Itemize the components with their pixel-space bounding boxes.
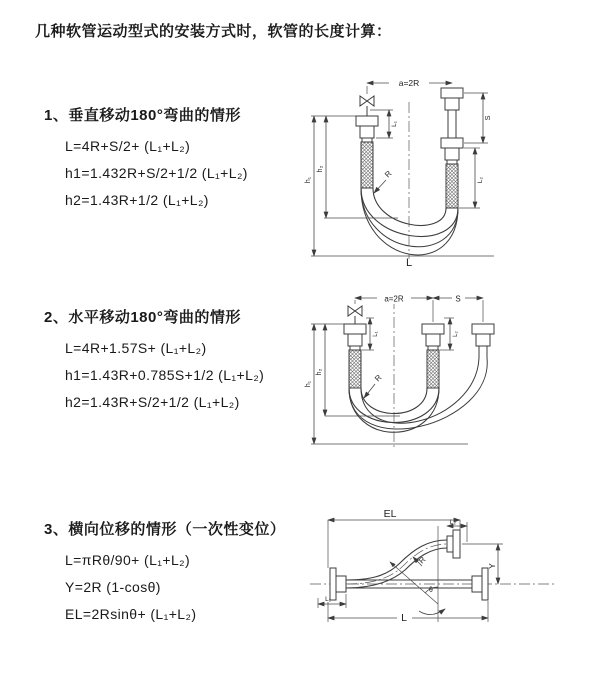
neck: [428, 346, 438, 350]
formula-line: EL=2Rsinθ+ (L₁+L₂): [65, 605, 197, 622]
collar: [426, 334, 440, 346]
formula-line: Y=2R (1-cosθ): [65, 578, 161, 595]
valve-icon: [360, 86, 374, 116]
collar: [472, 576, 482, 592]
displaced-pipe-assembly: [472, 300, 494, 358]
dim-label-el: EL: [383, 508, 397, 520]
braided-hose-section: [446, 164, 458, 208]
dim-label-l: L: [401, 612, 407, 624]
left-fitting: [330, 568, 346, 600]
collar: [336, 576, 346, 592]
dim-label-s: S: [483, 115, 492, 121]
neck: [362, 138, 372, 142]
neck: [350, 346, 360, 350]
flange: [472, 324, 494, 334]
dimensions: [305, 76, 494, 268]
collar: [445, 148, 459, 160]
diagram-vertical-180-bend: [298, 66, 596, 268]
dimensions: [318, 508, 503, 624]
section-3-formulas: [44, 546, 285, 627]
section-2-formulas: [44, 334, 264, 415]
section-2-heading: 2、水平移动180°弯曲的情形: [44, 309, 241, 326]
formula-line: h2=1.43R+1/2 (L₁+L₂): [65, 191, 209, 208]
dim-label-l2: L₂: [449, 519, 457, 526]
section-lateral-displacement: [44, 518, 285, 627]
flange: [441, 138, 463, 148]
formula-line: L=4R+S/2+ (L₁+L₂): [65, 137, 191, 154]
formula-line: h1=1.43R+0.785S+1/2 (L₁+L₂): [65, 366, 265, 383]
dim-label-y: Y: [487, 563, 497, 569]
flange: [356, 116, 378, 126]
valve-icon: [348, 300, 362, 324]
dim-label-h1: h₁: [305, 380, 312, 388]
formula-line: L=4R+1.57S+ (L₁+L₂): [65, 339, 207, 356]
dim-label-l1: L₁: [325, 596, 331, 603]
formula-line: h2=1.43R+S/2+1/2 (L₁+L₂): [65, 393, 240, 410]
flange: [422, 324, 444, 334]
dim-label-l2: L₂: [453, 331, 459, 337]
page-title: 几种软管运动型式的安装方式时，软管的长度计算：: [35, 23, 392, 40]
upper-right-fitting: [447, 530, 460, 558]
collar: [360, 126, 374, 138]
flange: [453, 530, 460, 558]
section-vertical-movement: [44, 104, 248, 213]
dim-label-l1: L₁: [373, 331, 379, 337]
collar: [348, 334, 362, 346]
braided-hose-section: [361, 142, 373, 188]
dim-label-a2r: a=2R: [384, 294, 404, 304]
section-1-formulas: [44, 132, 248, 213]
braided-hose-section: [349, 350, 361, 388]
formula-line: L=πRθ/90+ (L₁+L₂): [65, 551, 191, 568]
length-label: L: [405, 257, 413, 268]
collar: [476, 334, 490, 346]
hose-u-curves: [361, 188, 458, 255]
radius-label: R: [417, 555, 428, 566]
dim-label-h2: h₂: [317, 165, 324, 173]
diagram-horizontal-180-bend: [300, 284, 598, 456]
angle-label: θ: [429, 587, 433, 594]
section-3-heading: 3、横向位移的情形（一次性变位）: [44, 521, 286, 538]
collar: [445, 98, 459, 110]
hose-s-curve: [346, 540, 447, 588]
flange: [482, 568, 488, 600]
dim-label-s: S: [455, 294, 461, 304]
collar: [447, 536, 453, 552]
dim-label-h1: h₁: [305, 176, 312, 184]
left-pipe-assembly: [344, 300, 366, 388]
braided-hose-section: [427, 350, 439, 388]
flange: [441, 88, 463, 98]
flange: [344, 324, 366, 334]
formula-line: h1=1.432R+S/2+1/2 (L₁+L₂): [65, 164, 248, 181]
neck: [447, 160, 457, 164]
section-horizontal-movement: [44, 306, 264, 415]
middle-pipe-assembly: [422, 300, 444, 388]
dim-label-a2r: a=2R: [398, 78, 420, 88]
diagram-lateral-displacement: [298, 498, 600, 648]
left-pipe-assembly: [356, 86, 378, 188]
hose-u-curves: [349, 358, 487, 432]
dim-label-l2: L₂: [477, 176, 484, 184]
section-1-heading: 1、垂直移动180°弯曲的情形: [44, 107, 241, 124]
radius-label: R: [383, 169, 394, 180]
dim-label-h2: h₂: [316, 368, 323, 376]
dim-label-l1: L₁: [391, 121, 398, 127]
radius-label: R: [373, 373, 384, 384]
right-pipe-assembly: [441, 88, 463, 208]
